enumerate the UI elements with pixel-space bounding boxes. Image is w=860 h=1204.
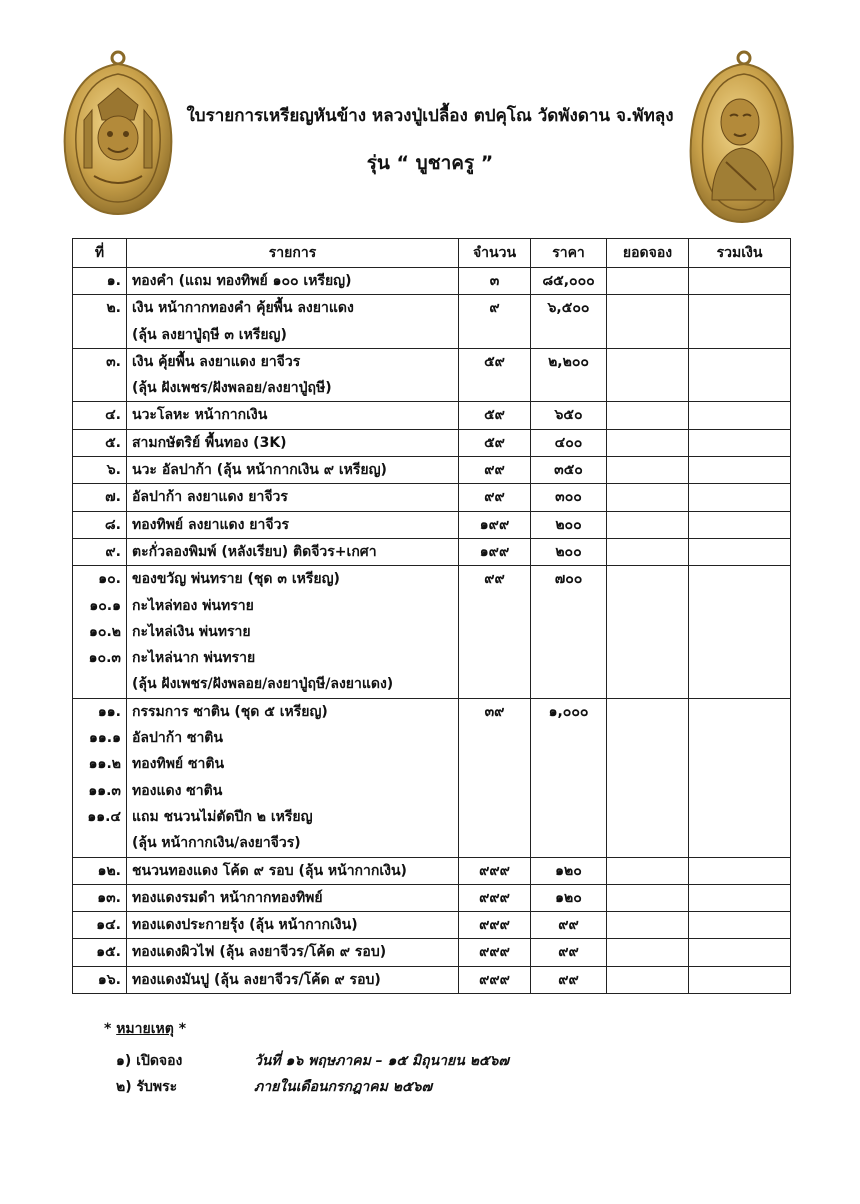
reserved-cell[interactable] (607, 511, 689, 538)
item-number: ๑๒. (97, 862, 121, 879)
item-description-cell (127, 268, 459, 295)
item-number: ๗. (105, 489, 121, 506)
document-subtitle: รุ่น “ บูชาครู ” (366, 152, 494, 174)
reserved-cell[interactable] (607, 295, 689, 349)
item-number-cell (73, 966, 127, 993)
item-quantity: ๕๙ (459, 348, 531, 402)
table-row (73, 966, 791, 993)
item-price: ๙๙ (531, 966, 607, 993)
item-number: ๑๕. (96, 944, 121, 961)
item-description-cell (127, 402, 459, 429)
item-description: สามกษัตริย์ พื้นทอง (3K) (132, 434, 287, 451)
item-price: ๙๙ (531, 939, 607, 966)
reserved-cell[interactable] (607, 857, 689, 884)
item-quantity: ๙๙๙ (459, 939, 531, 966)
table-header-row (73, 239, 791, 268)
item-number-cell (73, 484, 127, 511)
reserved-cell[interactable] (607, 484, 689, 511)
note-value: วันที่ ๑๖ พฤษภาคม – ๑๕ มิถุนายน ๒๕๖๗ (254, 1053, 509, 1069)
item-number: ๑๐. (98, 571, 121, 588)
table-body (73, 268, 791, 994)
item-quantity: ๓๙ (459, 698, 531, 857)
item-number-cell (73, 402, 127, 429)
notes-star-right: * (178, 1021, 187, 1037)
item-number: ๑๑.๓ (88, 782, 121, 799)
table-row (73, 538, 791, 565)
item-description: แถม ชนวนไม่ตัดปีก ๒ เหรียญ (132, 808, 313, 825)
total-cell[interactable] (689, 884, 791, 911)
table-row (73, 348, 791, 402)
item-price: ๔๐๐ (531, 429, 607, 456)
total-cell[interactable] (689, 966, 791, 993)
item-number-cell (73, 348, 127, 402)
item-price: ๘๕,๐๐๐ (531, 268, 607, 295)
item-description: อัลปาก้า ลงยาแดง ยาจีวร (132, 489, 288, 506)
header-reserved: ยอดจอง (607, 239, 689, 268)
item-description-cell (127, 939, 459, 966)
item-price: ๓๕๐ (531, 457, 607, 484)
item-price: ๑,๐๐๐ (531, 698, 607, 857)
total-cell[interactable] (689, 857, 791, 884)
item-quantity: ๙๙๙ (459, 884, 531, 911)
item-price: ๖๕๐ (531, 402, 607, 429)
item-price: ๒,๒๐๐ (531, 348, 607, 402)
total-cell[interactable] (689, 939, 791, 966)
total-cell[interactable] (689, 268, 791, 295)
item-description: นวะโลหะ หน้ากากเงิน (132, 407, 268, 424)
table-row (73, 857, 791, 884)
item-quantity: ๑๙๙ (459, 538, 531, 565)
item-number: ๑๖. (97, 971, 121, 988)
notes-star-left: * (104, 1021, 112, 1037)
item-number-cell (73, 698, 127, 857)
reserved-cell[interactable] (607, 348, 689, 402)
item-number-cell (73, 511, 127, 538)
item-description-cell (127, 484, 459, 511)
item-price: ๖,๕๐๐ (531, 295, 607, 349)
reserved-cell[interactable] (607, 566, 689, 698)
item-price: ๙๙ (531, 912, 607, 939)
item-description: ของขวัญ พ่นทราย (ชุด ๓ เหรียญ) (132, 571, 340, 588)
note-item (104, 1076, 432, 1102)
item-description-cell (127, 884, 459, 911)
item-description-cell (127, 295, 459, 349)
item-description-cell (127, 698, 459, 857)
item-description-cell (127, 511, 459, 538)
table-row (73, 511, 791, 538)
total-cell[interactable] (689, 457, 791, 484)
table-row (73, 457, 791, 484)
item-number-cell (73, 884, 127, 911)
reserved-cell[interactable] (607, 402, 689, 429)
item-quantity: ๙๙๙ (459, 912, 531, 939)
item-number-cell (73, 857, 127, 884)
item-quantity: ๕๙ (459, 402, 531, 429)
item-number-cell (73, 566, 127, 698)
table-row (73, 295, 791, 349)
price-list-table (72, 238, 791, 994)
item-description-cell (127, 348, 459, 402)
item-description-cell (127, 566, 459, 698)
medal-front-image (58, 50, 178, 218)
notes-section (104, 1018, 509, 1102)
note-item (104, 1050, 509, 1076)
item-description: ทองคำ (แถม ทองทิพย์ ๑๐๐ เหรียญ) (132, 273, 352, 289)
item-description: ทองแดงมันปู (ลุ้น ลงยาจีวร/โค้ด ๙ รอบ) (132, 971, 381, 988)
item-description: ตะกั่วลองพิมพ์ (หลังเรียบ) ติดจีวร+เกศา (132, 543, 377, 560)
item-quantity: ๓ (459, 268, 531, 295)
item-description-cell (127, 429, 459, 456)
item-description: (ลุ้น ลงยาปู่ฤษี ๓ เหรียญ) (132, 326, 287, 343)
item-description: ทองแดงประกายรุ้ง (ลุ้น หน้ากากเงิน) (132, 917, 358, 934)
item-description: ทองแดง ซาติน (132, 782, 223, 799)
item-description: เงิน หน้ากากทองคำ คุ้ยพื้น ลงยาแดง (132, 300, 354, 317)
item-number: ๑๐.๒ (89, 623, 121, 640)
header-total: รวมเงิน (689, 239, 791, 268)
item-number-cell (73, 429, 127, 456)
reserved-cell[interactable] (607, 457, 689, 484)
item-price: ๗๐๐ (531, 566, 607, 698)
item-number: ๘. (104, 516, 121, 533)
notes-heading (104, 1018, 186, 1040)
item-number: ๑๑.๒ (88, 756, 121, 773)
item-description: ทองทิพย์ ลงยาแดง ยาจีวร (132, 516, 289, 533)
item-number: ๑๐.๑ (89, 597, 121, 614)
item-quantity: ๙๙ (459, 457, 531, 484)
item-price: ๑๒๐ (531, 884, 607, 911)
header-item: รายการ (127, 239, 459, 268)
item-number: ๓. (106, 353, 121, 370)
total-cell[interactable] (689, 912, 791, 939)
medal-portrait-graphic (686, 50, 798, 226)
item-description-cell (127, 857, 459, 884)
table-row (73, 484, 791, 511)
item-description: กรรมการ ซาติน (ชุด ๕ เหรียญ) (132, 703, 328, 720)
item-number-cell (73, 538, 127, 565)
item-price: ๑๒๐ (531, 857, 607, 884)
item-description: ชนวนทองแดง โค้ด ๙ รอบ (ลุ้น หน้ากากเงิน) (132, 862, 407, 879)
total-cell[interactable] (689, 511, 791, 538)
item-number: ๖. (106, 462, 121, 479)
item-quantity: ๑๙๙ (459, 511, 531, 538)
document-title: ใบรายการเหรียญหันข้าง หลวงปู่เปลื้อง ตปคุโณ วัดพังดาน จ.พัทลุง (186, 106, 674, 126)
item-number: ๑๐.๓ (88, 650, 121, 667)
total-cell[interactable] (689, 698, 791, 857)
item-description: เงิน คุ้ยพื้น ลงยาแดง ยาจีวร (132, 353, 301, 370)
total-cell[interactable] (689, 295, 791, 349)
item-number-cell (73, 295, 127, 349)
table-row (73, 912, 791, 939)
item-description: อัลปาก้า ซาติน (132, 730, 223, 747)
reserved-cell[interactable] (607, 884, 689, 911)
reserved-cell[interactable] (607, 429, 689, 456)
note-label: ๒) รับพระ (116, 1079, 178, 1095)
item-description-cell (127, 966, 459, 993)
item-number: ๒. (106, 300, 121, 317)
note-value: ภายในเดือนกรกฎาคม ๒๕๖๗ (254, 1079, 432, 1095)
item-quantity: ๕๙ (459, 429, 531, 456)
header-price: ราคา (531, 239, 607, 268)
item-number: ๑๓. (97, 889, 121, 906)
item-number: ๙. (105, 543, 121, 560)
item-quantity: ๙๙ (459, 566, 531, 698)
total-cell[interactable] (689, 348, 791, 402)
item-number: ๑๑.๔ (87, 808, 121, 825)
item-description: (ลุ้น ฝังเพชร/ฝังพลอย/ลงยาปู่ฤษี) (132, 380, 332, 397)
medal-portrait-image (686, 50, 798, 226)
item-price: ๒๐๐ (531, 538, 607, 565)
item-description-cell (127, 912, 459, 939)
reserved-cell[interactable] (607, 268, 689, 295)
notes-title: หมายเหตุ (116, 1021, 174, 1037)
reserved-cell[interactable] (607, 966, 689, 993)
item-quantity: ๙ (459, 295, 531, 349)
total-cell[interactable] (689, 484, 791, 511)
table-row (73, 939, 791, 966)
reserved-cell[interactable] (607, 912, 689, 939)
item-description: (ลุ้น ฝังเพชร/ฝังพลอย/ลงยาปู่ฤษี/ลงยาแดง) (132, 676, 394, 693)
item-description: กะไหล่เงิน พ่นทราย (132, 623, 251, 640)
medal-front-graphic (58, 50, 178, 218)
item-quantity: ๙๙ (459, 484, 531, 511)
item-number-cell (73, 457, 127, 484)
item-number-cell (73, 268, 127, 295)
reserved-cell[interactable] (607, 698, 689, 857)
item-description: ทองแดงผิวไฟ (ลุ้น ลงยาจีวร/โค้ด ๙ รอบ) (132, 944, 387, 961)
item-number: ๑๑. (97, 703, 121, 720)
item-description-cell (127, 457, 459, 484)
item-price: ๓๐๐ (531, 484, 607, 511)
item-description: ทองแดงรมดำ หน้ากากทองทิพย์ (132, 889, 323, 906)
table-row (73, 402, 791, 429)
total-cell[interactable] (689, 429, 791, 456)
item-description: นวะ อัลปาก้า (ลุ้น หน้ากากเงิน ๙ เหรียญ) (132, 462, 387, 479)
total-cell[interactable] (689, 566, 791, 698)
total-cell[interactable] (689, 402, 791, 429)
item-number: ๑. (106, 273, 121, 289)
item-number: ๑๑.๑ (89, 730, 121, 747)
table-row (73, 429, 791, 456)
item-number-cell (73, 912, 127, 939)
item-description: ทองทิพย์ ซาติน (132, 756, 225, 773)
table-row (73, 566, 791, 698)
item-number-cell (73, 939, 127, 966)
item-number: ๑๔. (96, 917, 121, 934)
note-label: ๑) เปิดจอง (116, 1053, 183, 1069)
reserved-cell[interactable] (607, 538, 689, 565)
item-description: กะไหล่ทอง พ่นทราย (132, 597, 254, 614)
item-quantity: ๙๙๙ (459, 857, 531, 884)
header-quantity: จำนวน (459, 239, 531, 268)
item-price: ๒๐๐ (531, 511, 607, 538)
item-number: ๕. (105, 434, 121, 451)
table-row (73, 698, 791, 857)
reserved-cell[interactable] (607, 939, 689, 966)
total-cell[interactable] (689, 538, 791, 565)
table-row (73, 268, 791, 295)
item-quantity: ๙๙๙ (459, 966, 531, 993)
item-description: (ลุ้น หน้ากากเงิน/ลงยาจีวร) (132, 835, 301, 852)
header-no: ที่ (73, 239, 127, 268)
item-description-cell (127, 538, 459, 565)
item-description: กะไหล่นาก พ่นทราย (132, 650, 256, 667)
table-row (73, 884, 791, 911)
item-number: ๔. (105, 407, 121, 424)
